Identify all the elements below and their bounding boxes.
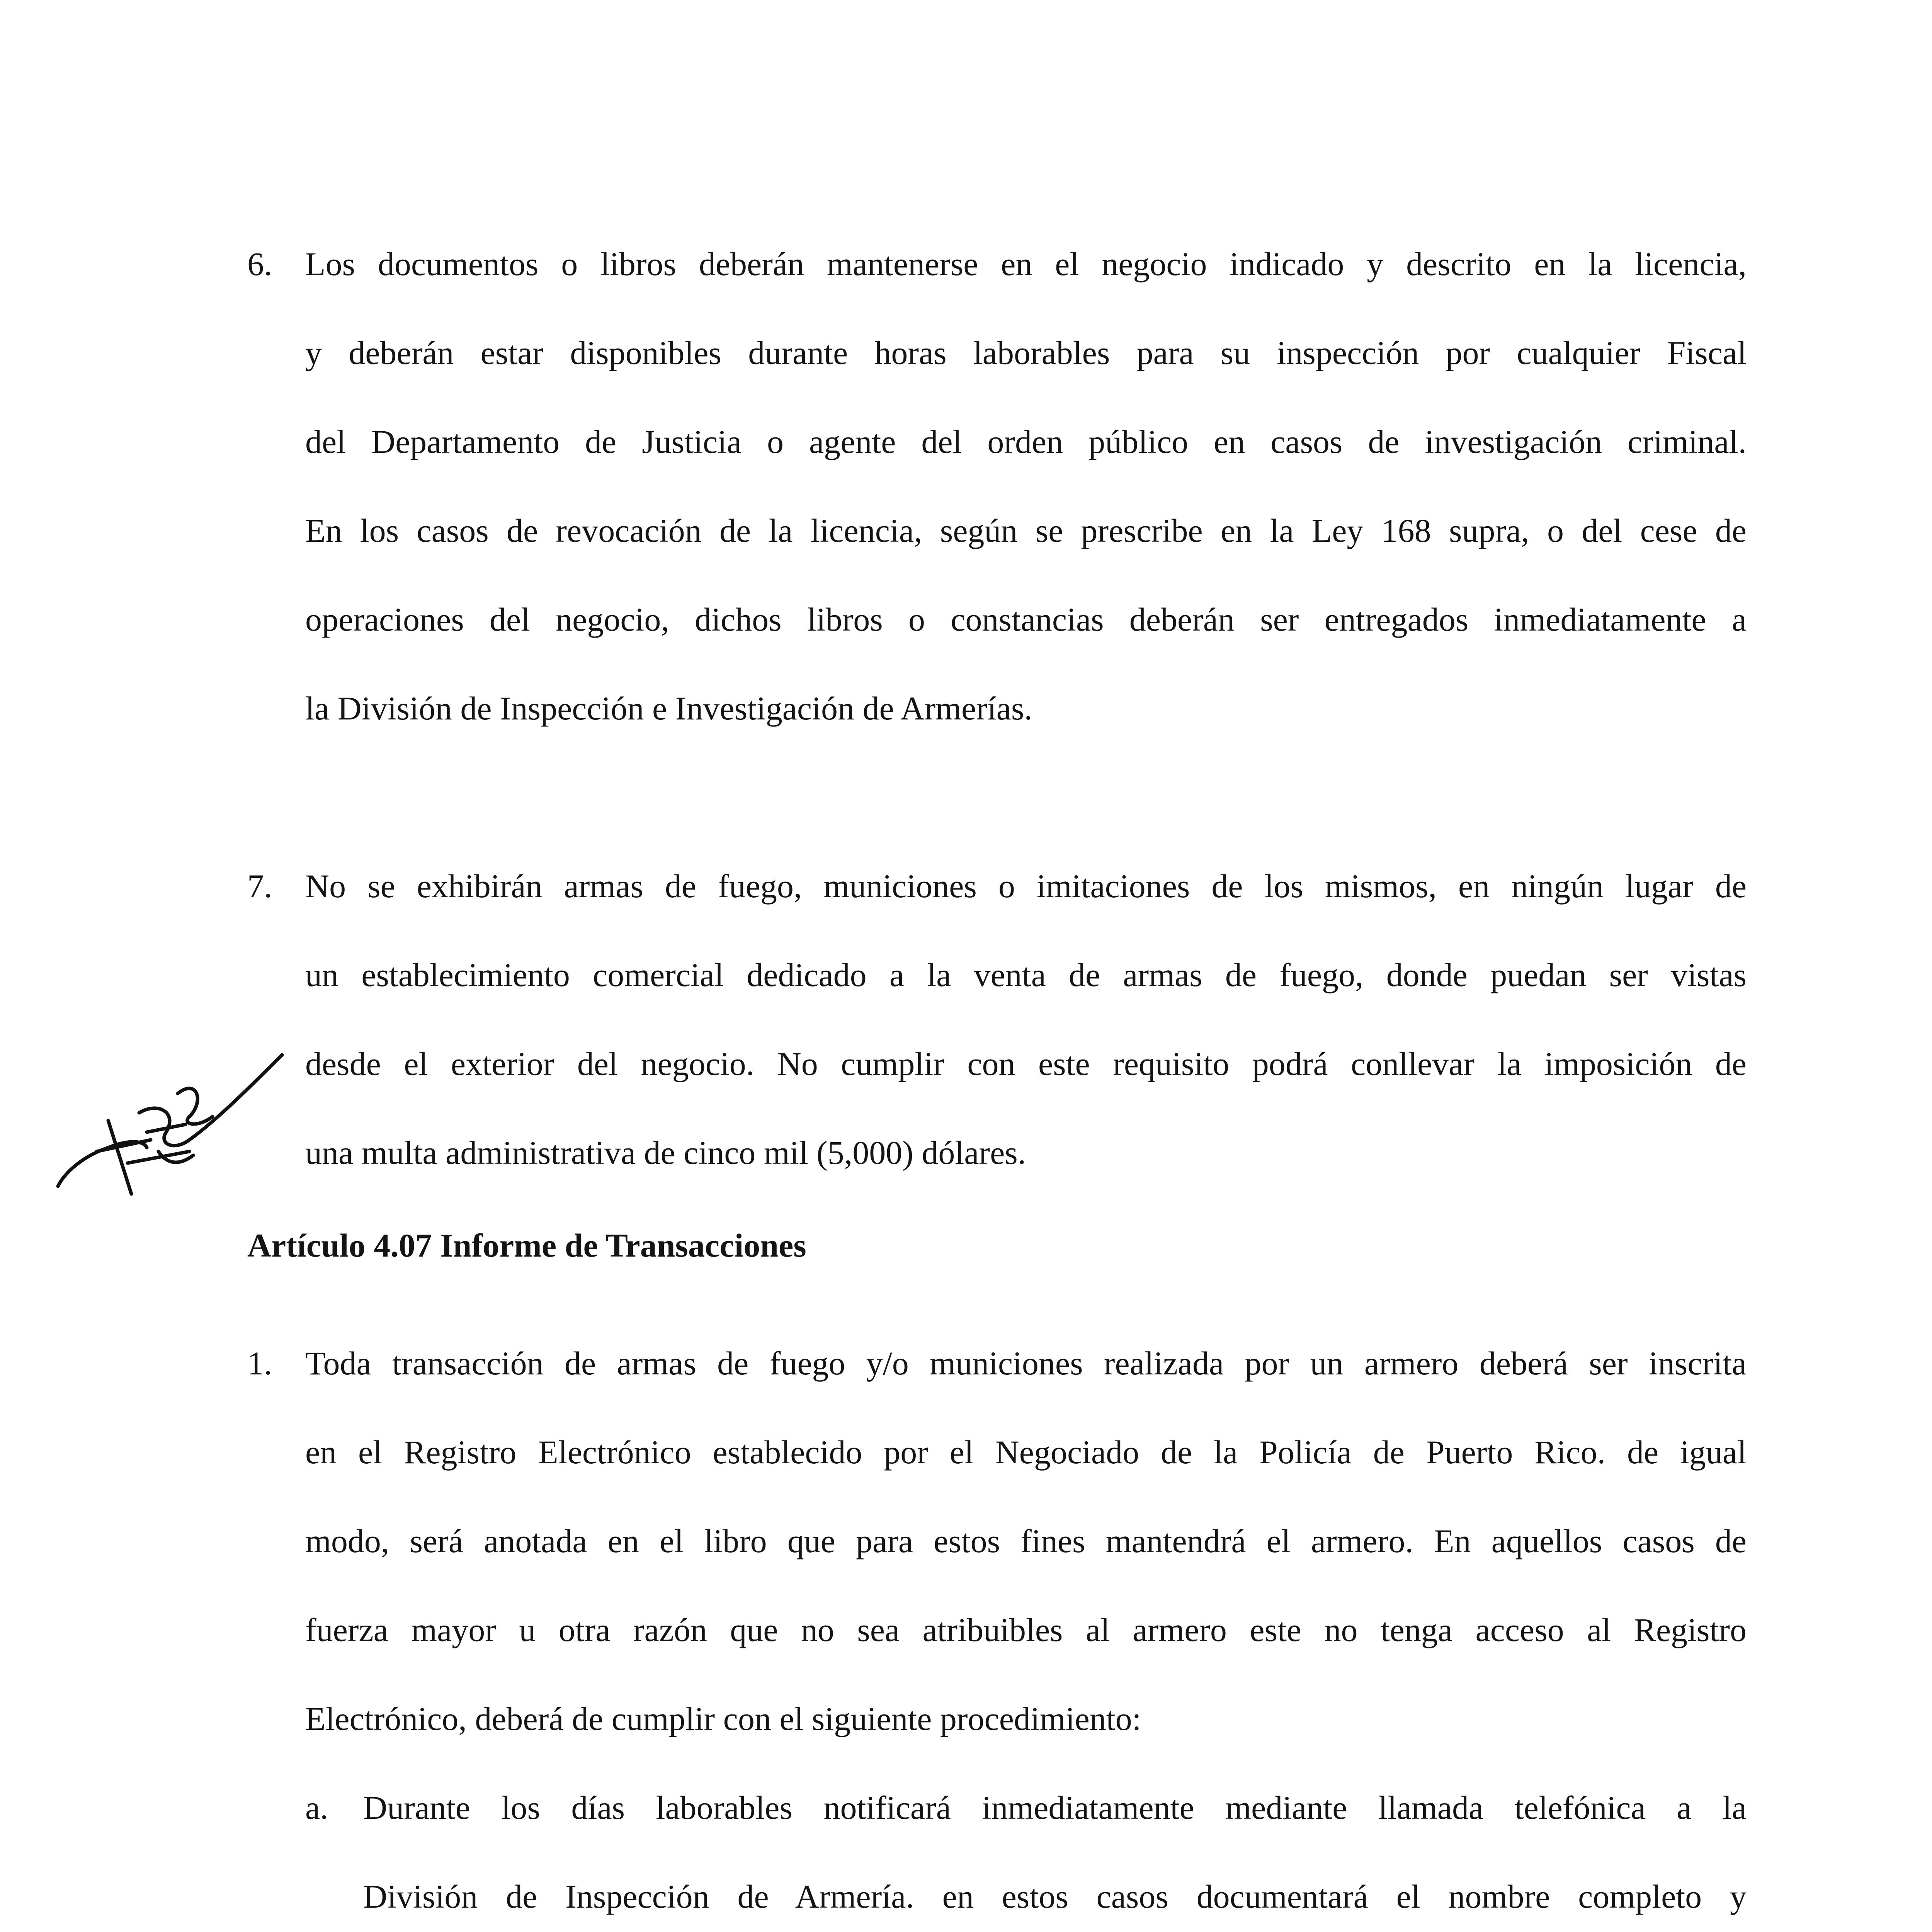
article-item1-line-4: fuerza mayor u otra razón que no sea atribuibles al armero este no tenga acceso al Registro [305, 1611, 1747, 1648]
item7-line-2: un establecimiento comercial dedicado a la venta de armas de fuego, donde puedan ser vistas [305, 956, 1747, 993]
article-item1-line-3: modo, será anotada en el libro que para estos fines mantendrá el armero. En aquellos casos de [305, 1522, 1747, 1560]
list-number-6: 6. [247, 245, 272, 282]
article-heading: Artículo 4.07 Informe de Transacciones [247, 1227, 806, 1264]
item6-line-6: la División de Inspección e Investigación de Armerías. [305, 690, 1032, 727]
sub-letter-a: a. [305, 1789, 328, 1826]
item7-line-4: una multa administrativa de cinco mil (5,000) dólares. [305, 1134, 1026, 1171]
sub-a-line-1: Durante los días laborables notificará inmediatamente mediante llamada telefónica a la [363, 1789, 1747, 1826]
list-number-7: 7. [247, 867, 272, 905]
list-number-1: 1. [247, 1345, 272, 1382]
article-item1-line-2: en el Registro Electrónico establecido por el Negociado de la Policía de Puerto Rico. de igual [305, 1434, 1747, 1471]
item6-line-5: operaciones del negocio, dichos libros o constancias deberán ser entregados inmediatamente a [305, 601, 1747, 638]
sub-a-line-2: División de Inspección de Armería. en estos casos documentará el nombre completo y [363, 1878, 1747, 1915]
item6-line-1: Los documentos o libros deberán mantenerse en el negocio indicado y descrito en la licencia, [305, 245, 1747, 282]
item6-line-2: y deberán estar disponibles durante horas laborables para su inspección por cualquier Fiscal [305, 334, 1747, 371]
item6-line-3: del Departamento de Justicia o agente del orden público en casos de investigación criminal. [305, 423, 1747, 460]
article-item1-line-5: Electrónico, deberá de cumplir con el siguiente procedimiento: [305, 1700, 1141, 1737]
handwritten-initials-icon [50, 1024, 290, 1202]
article-item1-line-1: Toda transacción de armas de fuego y/o municiones realizada por un armero deberá ser inscrita [305, 1345, 1747, 1382]
item7-line-1: No se exhibirán armas de fuego, municiones o imitaciones de los mismos, en ningún lugar de [305, 867, 1747, 905]
item7-line-3: desde el exterior del negocio. No cumplir con este requisito podrá conllevar la imposición de [305, 1045, 1747, 1082]
item6-line-4: En los casos de revocación de la licencia, según se prescribe en la Ley 168 supra, o del cese de [305, 512, 1747, 549]
